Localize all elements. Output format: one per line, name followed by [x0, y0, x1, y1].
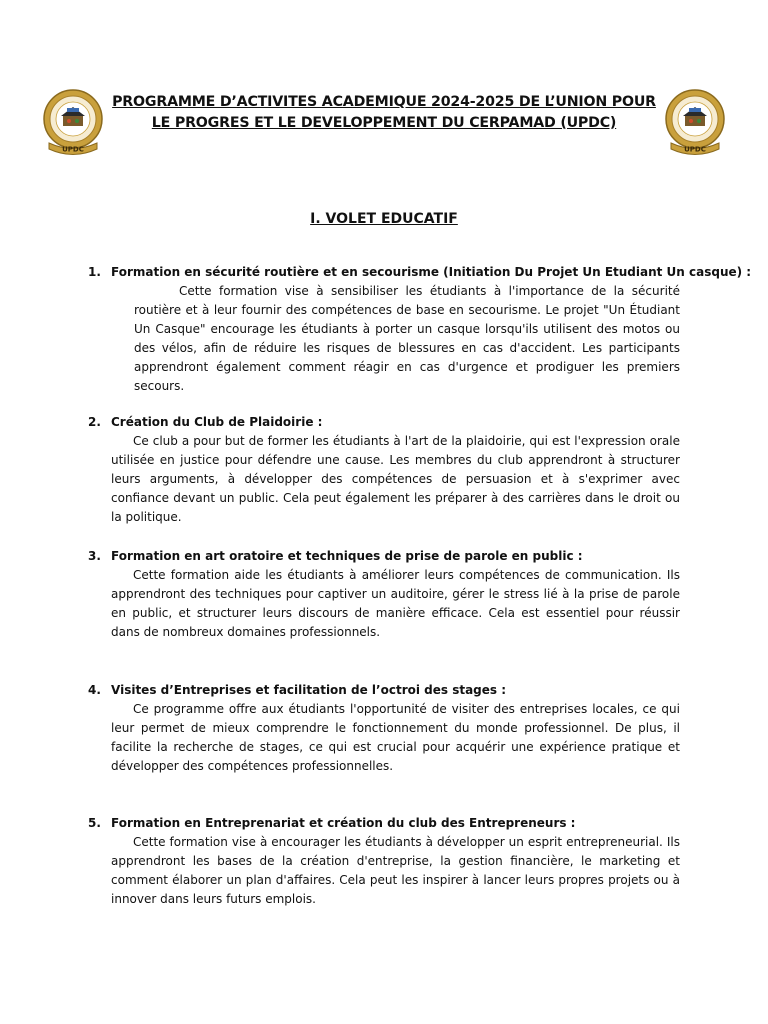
list-item: [88, 263, 752, 396]
item-number: 5.: [88, 816, 101, 830]
item-heading: Formation en sécurité routière et en secourisme (Initiation Du Projet Un Etudiant Un casque) :: [111, 265, 752, 279]
item-number: 4.: [88, 683, 101, 697]
item-number: 3.: [88, 549, 101, 563]
item-heading: Création du Club de Plaidoirie :: [111, 415, 323, 429]
item-heading-row: [88, 814, 680, 833]
list-item: [88, 413, 680, 527]
item-body: Ce club a pour but de former les étudiants à l'art de la plaidoirie, qui est l'expression orale utilisée en justice pour défendre une cause. Les membres du club apprendront à structurer leurs arguments, à développer des compétences de persuasion et à s'exprimer avec confiance devant un public. Cela peut également les préparer à des carrières dans le droit ou la politique.: [111, 434, 680, 524]
svg-text:UPDC: UPDC: [62, 145, 84, 154]
list-item: [88, 814, 680, 909]
item-body: Cette formation vise à sensibiliser les étudiants à l'importance de la sécurité routière et à leur fournir des compétences de base en secourisme. Le projet "Un Étudiant Un Casque" encourage les étudiants à porter un casque lorsqu'ils utilisent des motos ou des vélos, afin de réduire les risques de blessures en cas d'accident. Les participants apprendront également comment réagir en cas d'urgence et prodiguer les premiers secours.: [134, 284, 680, 393]
item-body: Cette formation vise à encourager les étudiants à développer un esprit entrepreneurial. Ils apprendront les bases de la création d'entreprise, la gestion financière, le marketing et comment élaborer un plan d'affaires. Cela peut les inspirer à lancer leurs propres projets ou à innover dans leurs futurs emplois.: [111, 835, 680, 906]
updc-logo-right: [663, 88, 727, 158]
item-number: 2.: [88, 415, 101, 429]
section-title: I. VOLET EDUCATIF: [310, 211, 458, 227]
item-number: 1.: [88, 265, 101, 279]
item-body: Ce programme offre aux étudiants l'opportunité de visiter des entreprises locales, ce qui leur permet de mieux comprendre le fonctionnement du monde professionnel. De plus, il facilite la recherche de stages, ce qui est crucial pour acquérir une expérience pratique et développer des compétences professionnelles.: [111, 702, 680, 773]
item-heading-row: [88, 413, 680, 432]
document-title: PROGRAMME D’ACTIVITES ACADEMIQUE 2024-2025 DE L’UNION POUR LE PROGRES ET LE DEVELOPPEMENT DU CERPAMAD (UPDC): [112, 94, 656, 131]
item-heading-row: [88, 547, 680, 566]
item-body: Cette formation aide les étudiants à améliorer leurs compétences de communication. Ils apprendront des techniques pour captiver un auditoire, gérer le stress lié à la prise de parole en public, et structurer leurs discours de manière efficace. Cela est essentiel pour réussir dans de nombreux domaines professionnels.: [111, 568, 680, 639]
list-item: [88, 547, 680, 642]
item-heading: Formation en Entreprenariat et création du club des Entrepreneurs :: [111, 816, 576, 830]
item-heading-row: [88, 263, 752, 282]
updc-logo-left: [41, 88, 105, 158]
list-item: [88, 681, 680, 776]
item-heading: Visites d’Entreprises et facilitation de l’octroi des stages :: [111, 683, 507, 697]
svg-text:UPDC: UPDC: [684, 145, 706, 154]
item-heading-row: [88, 681, 680, 700]
item-heading: Formation en art oratoire et techniques de prise de parole en public :: [111, 549, 583, 563]
